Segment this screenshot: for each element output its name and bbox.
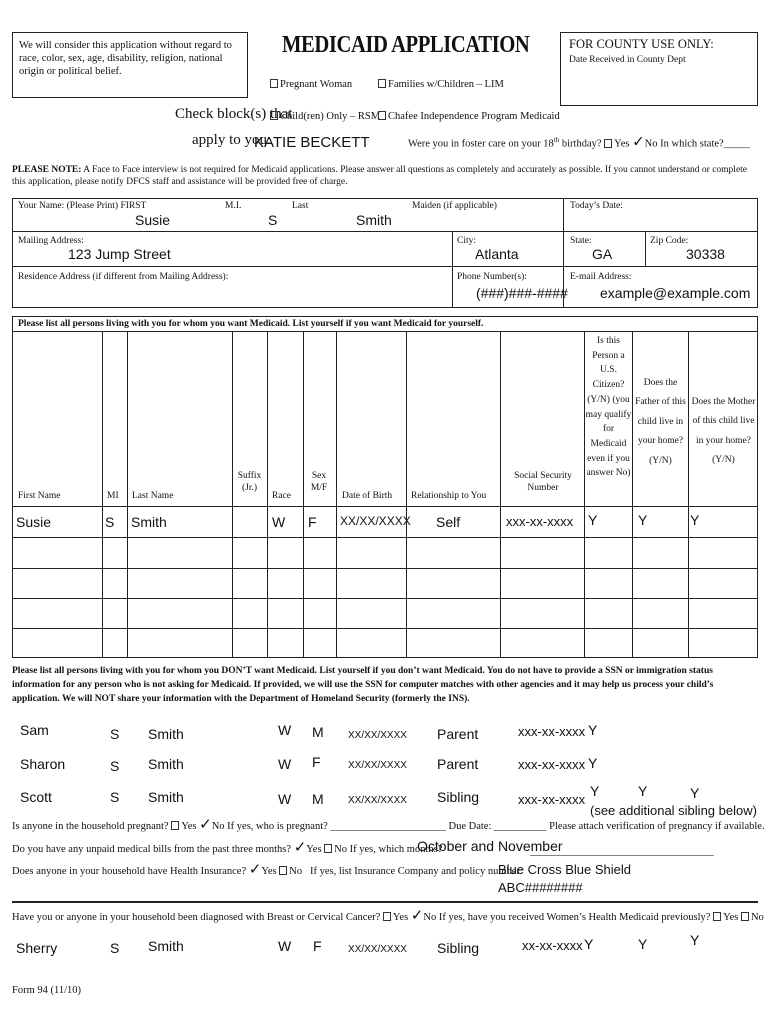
dont-want-heading: Please list all persons living with you for whom you DON’T want Medicaid. List yourself if you don’t want Medicaid. You do not have to provide a SSN or immigration status information for any person who is not asking for Medicaid. If provided, we will use the SSN for computer matches with other agencies and it may help us process your child’s application. We will NOT share your information with the Department of Homeland Security (formerly the INS). xyxy=(12,666,714,704)
question-bills xyxy=(12,842,442,856)
q-cancer-text: Have you or anyone in your household been diagnosed with Breast or Cervical Cancer? xyxy=(12,912,381,923)
col-last-name: Last Name xyxy=(132,491,174,501)
col-dob: Date of Birth xyxy=(342,491,393,501)
q-insurance-text: Does anyone in your household have Health Insurance? xyxy=(12,866,247,877)
city-value[interactable]: Atlanta xyxy=(475,246,519,262)
q-bills-yes: Yes xyxy=(306,844,322,855)
option-children[interactable] xyxy=(270,110,380,123)
row1-father[interactable]: Y xyxy=(638,512,648,528)
extra-mother[interactable]: Y xyxy=(690,932,700,948)
col-suffix: Suffix (Jr.) xyxy=(237,471,262,493)
dw-row3-mother[interactable]: Y xyxy=(690,785,700,801)
want-medicaid-heading: Please list all persons living with you for whom you want Medicaid. List yourself if you want Medicaid for yourself. xyxy=(18,319,484,329)
dw-row1-dob[interactable]: XX/XX/XXXX xyxy=(348,730,407,741)
apply-to-you-label: apply to you: xyxy=(192,132,272,148)
dw-row1-last[interactable]: Smith xyxy=(148,726,184,742)
option-pregnant[interactable] xyxy=(270,78,352,91)
foster-q-sup: th xyxy=(553,136,560,144)
dw-row3-race[interactable]: W xyxy=(278,791,292,807)
email-value[interactable]: example@example.com xyxy=(600,285,751,301)
col-mother: Does the Mother of this child live in your home? (Y/N) xyxy=(691,397,756,466)
phone-value[interactable]: (###)###-#### xyxy=(476,285,568,301)
extra-sex[interactable]: F xyxy=(313,938,322,954)
col-sex: Sex M/F xyxy=(310,471,328,493)
city-label: City: xyxy=(457,236,477,246)
mailing-value[interactable]: 123 Jump Street xyxy=(68,246,171,262)
q-pregnant-text: Is anyone in the household pregnant? xyxy=(12,821,169,832)
cancer-prev-no-checkbox[interactable] xyxy=(741,912,749,921)
dw-row2-rel[interactable]: Parent xyxy=(437,756,479,772)
mi-label: M.I. xyxy=(225,201,242,211)
last-name-value[interactable]: Smith xyxy=(356,212,392,228)
col-first-name: First Name xyxy=(18,491,61,501)
disclaimer-box xyxy=(12,32,248,98)
dw-row2-first[interactable]: Sharon xyxy=(20,756,66,772)
dw-row1-first[interactable]: Sam xyxy=(20,722,49,738)
last-label: Last xyxy=(292,201,309,211)
foster-care-question xyxy=(408,134,750,151)
q-cancer-no: No xyxy=(423,912,437,923)
check-mark-icon: ✓ xyxy=(199,817,212,833)
option-chafee[interactable] xyxy=(378,110,560,123)
extra-rel[interactable]: Sibling xyxy=(437,940,480,956)
q-cancer-prev-yes: Yes xyxy=(723,912,739,923)
dw-row1-mi[interactable]: S xyxy=(110,726,120,742)
bills-months-value[interactable]: October and November xyxy=(417,838,563,854)
dw-row3-ssn[interactable]: xxx-xx-xxxx xyxy=(518,792,586,807)
foster-yes-checkbox[interactable] xyxy=(604,139,612,148)
row1-sex[interactable]: F xyxy=(308,514,317,530)
q-pregnant-who: If yes, who is pregnant? ______________________ Due Date: __________ Please attach verification of pregnancy if available. xyxy=(227,821,765,832)
q-pregnant-no: No xyxy=(211,821,225,832)
dw-row1-citizen[interactable]: Y xyxy=(588,722,598,738)
mi-value[interactable]: S xyxy=(268,212,278,228)
insurance-company-value[interactable]: Blue Cross Blue Shield xyxy=(498,862,631,877)
please-note-label: PLEASE NOTE: xyxy=(12,165,82,175)
extra-first[interactable]: Sherry xyxy=(16,940,58,956)
foster-no-label: No xyxy=(644,138,658,150)
dw-row3-dob[interactable]: XX/XX/XXXX xyxy=(348,795,407,806)
dw-row3-last[interactable]: Smith xyxy=(148,789,184,805)
chafee-checkbox[interactable] xyxy=(378,111,386,120)
county-use-box xyxy=(560,32,758,106)
col-father: Does the Father of this child live in your home? (Y/N) xyxy=(635,378,686,466)
dw-row2-citizen[interactable]: Y xyxy=(588,755,598,771)
sibling-note: (see additional sibling below) xyxy=(590,803,757,818)
option-pregnant-label: Pregnant Woman xyxy=(280,79,353,90)
dw-row2-sex[interactable]: F xyxy=(312,754,321,770)
form-number: Form 94 (11/10) xyxy=(12,985,82,996)
question-insurance xyxy=(12,864,523,878)
state-label: State: xyxy=(570,236,592,246)
check-mark-icon: ✓ xyxy=(632,134,645,151)
check-mark-icon: ✓ xyxy=(293,840,307,856)
maiden-label: Maiden (if applicable) xyxy=(412,201,497,211)
phone-label: Phone Number(s): xyxy=(457,272,527,282)
please-note-text: A Face to Face interview is not required for Medicaid applications. Please answer all questions as completely and accurately as possible. If you cannot understand or complete this application, please notify DFCS staff and assistance will be provided free of charge. xyxy=(12,165,748,187)
insurance-policy-value[interactable]: ABC######## xyxy=(498,880,583,895)
please-note xyxy=(12,164,758,188)
q-pregnant-yes: Yes xyxy=(181,821,197,832)
cancer-prev-yes-checkbox[interactable] xyxy=(713,912,721,921)
dw-row3-citizen[interactable]: Y xyxy=(590,783,600,799)
dw-row3-father[interactable]: Y xyxy=(638,783,648,799)
families-checkbox[interactable] xyxy=(378,79,386,88)
check-mark-icon: ✓ xyxy=(410,908,424,924)
foster-q-text: Were you in foster care on your 18 xyxy=(408,138,554,150)
cancer-yes-checkbox[interactable] xyxy=(383,912,391,921)
name-label: Your Name: (Please Print) FIRST xyxy=(18,201,147,211)
dw-row3-mi[interactable]: S xyxy=(110,789,120,805)
extra-citizen[interactable]: Y xyxy=(584,936,594,952)
bills-months-line: ___________________________________ xyxy=(530,846,714,857)
q-bills-no: No xyxy=(334,844,348,855)
row1-relationship[interactable]: Self xyxy=(436,514,461,530)
mailing-label: Mailing Address: xyxy=(18,236,84,246)
row1-race[interactable]: W xyxy=(272,514,286,530)
county-date-label: Date Received in County Dept xyxy=(569,55,686,65)
disclaimer-text: We will consider this application without regard to race, color, sex, age, disability, religion, national origin or political belief. xyxy=(19,40,232,77)
todays-date-label: Today’s Date: xyxy=(570,201,623,211)
col-race: Race xyxy=(272,491,291,501)
applicant-name-value[interactable]: KATIE BECKETT xyxy=(254,134,370,151)
dw-row2-ssn[interactable]: xxx-xx-xxxx xyxy=(518,757,586,772)
q-cancer-prev: If yes, have you received Women’s Health Medicaid previously? xyxy=(438,912,711,923)
option-families-label: Families w/Children – LIM xyxy=(388,79,504,90)
zip-value[interactable]: 30338 xyxy=(686,246,725,262)
foster-yes-label: Yes xyxy=(614,138,630,150)
email-label: E-mail Address: xyxy=(570,272,632,282)
first-name-value[interactable]: Susie xyxy=(135,212,171,228)
zip-label: Zip Code: xyxy=(650,236,689,246)
dw-row1-race[interactable]: W xyxy=(278,722,292,738)
children-checkbox[interactable] xyxy=(270,111,278,120)
dw-row2-last[interactable]: Smith xyxy=(148,756,184,772)
foster-q-text2: birthday? xyxy=(561,138,602,150)
extra-race[interactable]: W xyxy=(278,938,292,954)
foster-state-field[interactable]: In which state?_____ xyxy=(660,138,750,150)
row1-ssn[interactable]: xxx-xx-xxxx xyxy=(506,514,574,529)
dw-row3-sex[interactable]: M xyxy=(312,791,324,807)
option-children-label: Child(ren) Only – RSM xyxy=(280,111,381,122)
pregnant-yes-checkbox[interactable] xyxy=(171,821,179,830)
q-insurance-no: No xyxy=(289,866,303,877)
dw-row2-dob[interactable]: XX/XX/XXXX xyxy=(348,760,407,771)
q-cancer-prev-no: No xyxy=(750,912,764,923)
row1-first[interactable]: Susie xyxy=(16,514,52,530)
dw-row2-mi[interactable]: S xyxy=(110,758,120,774)
row1-dob[interactable]: XX/XX/XXXX xyxy=(340,514,411,528)
dw-row1-rel[interactable]: Parent xyxy=(437,726,479,742)
check-blocks-label: Check block(s) that xyxy=(175,106,293,122)
insurance-no-checkbox[interactable] xyxy=(279,866,287,875)
bills-no-checkbox[interactable] xyxy=(324,844,332,853)
extra-ssn[interactable]: xx-xx-xxxx xyxy=(522,938,583,953)
extra-mi[interactable]: S xyxy=(110,940,120,956)
col-mi: MI xyxy=(107,491,119,501)
dw-row2-race[interactable]: W xyxy=(278,756,292,772)
q-insurance-yes: Yes xyxy=(261,866,277,877)
col-ssn: Social Security Number xyxy=(514,471,572,493)
col-relationship: Relationship to You xyxy=(411,491,487,501)
question-pregnant xyxy=(12,819,765,833)
county-title: FOR COUNTY USE ONLY: xyxy=(569,37,714,51)
pregnant-checkbox[interactable] xyxy=(270,79,278,88)
q-insurance-list: If yes, list Insurance Company and policy number: xyxy=(309,866,523,877)
q-bills-which: If yes, which months? xyxy=(349,844,443,855)
q-cancer-yes: Yes xyxy=(392,912,409,923)
dw-row1-ssn[interactable]: xxx-xx-xxxx xyxy=(518,724,586,739)
dw-row3-first[interactable]: Scott xyxy=(20,789,52,805)
option-chafee-label: Chafee Independence Program Medicaid xyxy=(388,111,560,122)
state-value[interactable]: GA xyxy=(592,246,613,262)
dw-row3-rel[interactable]: Sibling xyxy=(437,789,480,805)
want-medicaid-table xyxy=(12,316,758,658)
question-cancer xyxy=(12,910,764,924)
row1-last[interactable]: Smith xyxy=(131,514,167,530)
q-bills-text: Do you have any unpaid medical bills from the past three months? xyxy=(12,844,292,855)
row1-mi[interactable]: S xyxy=(105,514,115,530)
dw-row1-sex[interactable]: M xyxy=(312,724,324,740)
check-mark-icon: ✓ xyxy=(248,862,262,878)
row1-mother[interactable]: Y xyxy=(690,512,700,528)
extra-dob[interactable]: XX/XX/XXXX xyxy=(348,944,407,955)
option-families[interactable] xyxy=(378,78,504,91)
extra-father[interactable]: Y xyxy=(638,936,648,952)
col-citizen: Is this Person a U.S. Citizen? (Y/N) (you may qualify for Medicaid even if you answer No) xyxy=(585,336,632,479)
page-title: MEDICAID APPLICATION xyxy=(282,32,530,58)
extra-last[interactable]: Smith xyxy=(148,938,184,954)
row1-citizen[interactable]: Y xyxy=(588,512,598,528)
residence-label: Residence Address (if different from Mailing Address): xyxy=(18,272,229,282)
